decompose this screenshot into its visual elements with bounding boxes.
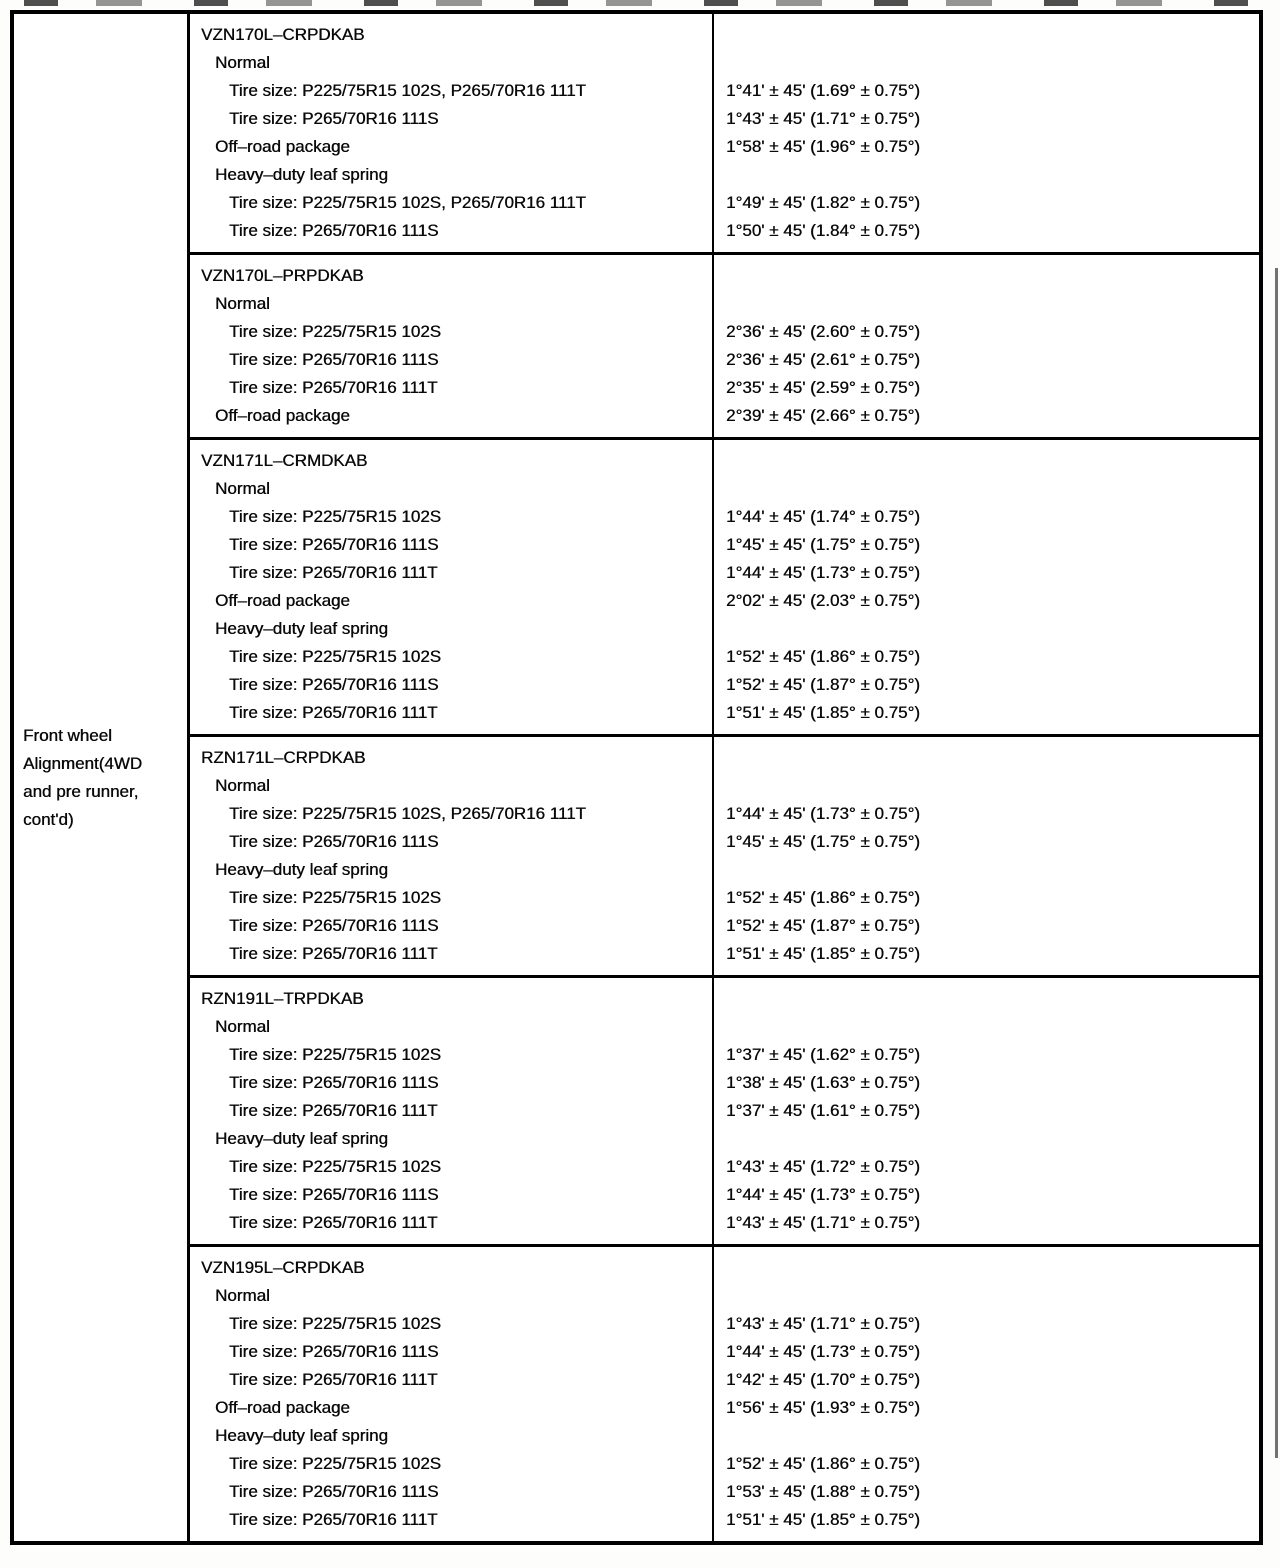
row-header-text: [23, 722, 142, 834]
spec-row: [190, 671, 1259, 699]
spec-value: 1°58' ± 45' (1.96° ± 0.75°): [726, 137, 920, 156]
spec-row: [190, 1254, 1259, 1282]
spec-value: 1°50' ± 45' (1.84° ± 0.75°): [726, 221, 920, 240]
spec-row: [190, 346, 1259, 374]
tire-size-label: Tire size: P225/75R15 102S: [229, 647, 441, 666]
spec-row: [190, 77, 1259, 105]
alignment-spec-table: [10, 10, 1263, 1545]
variant-label: Heavy–duty leaf spring: [215, 1426, 388, 1445]
spec-row: [190, 105, 1259, 133]
spec-row: [190, 217, 1259, 245]
spec-row: [190, 912, 1259, 940]
spec-value: 1°52' ± 45' (1.87° ± 0.75°): [726, 916, 920, 935]
tire-size-label: Tire size: P265/70R16 111T: [229, 1370, 438, 1389]
spec-value: 1°43' ± 45' (1.72° ± 0.75°): [726, 1157, 920, 1176]
tire-size-label: Tire size: P225/75R15 102S: [229, 1157, 441, 1176]
spec-row: [190, 772, 1259, 800]
tire-size-label: Tire size: P225/75R15 102S: [229, 888, 441, 907]
spec-row: [190, 1209, 1259, 1237]
spec-row: [190, 1310, 1259, 1338]
variant-label: Normal: [215, 53, 270, 72]
tire-size-label: Tire size: P225/75R15 102S: [229, 322, 441, 341]
row-header-line: cont'd): [23, 809, 74, 829]
spec-row: [190, 1366, 1259, 1394]
tire-size-label: Tire size: P265/70R16 111T: [229, 1101, 438, 1120]
spec-value: 1°43' ± 45' (1.71° ± 0.75°): [726, 109, 920, 128]
spec-row: [190, 1069, 1259, 1097]
spec-row: [190, 161, 1259, 189]
spec-section: [190, 14, 1259, 252]
spec-value: 1°51' ± 45' (1.85° ± 0.75°): [726, 944, 920, 963]
spec-row: [190, 531, 1259, 559]
spec-row: [190, 318, 1259, 346]
spec-row: [190, 1338, 1259, 1366]
tire-size-label: Tire size: P265/70R16 111S: [229, 221, 439, 240]
spec-row: [190, 587, 1259, 615]
spec-row: [190, 800, 1259, 828]
model-code: RZN171L–CRPDKAB: [201, 748, 366, 767]
spec-row: [190, 1394, 1259, 1422]
spec-section: [190, 975, 1259, 1244]
spec-value: 1°49' ± 45' (1.82° ± 0.75°): [726, 193, 920, 212]
spec-row: [190, 1282, 1259, 1310]
variant-label: Normal: [215, 1286, 270, 1305]
tire-size-label: Tire size: P265/70R16 111S: [229, 350, 439, 369]
spec-value: 2°02' ± 45' (2.03° ± 0.75°): [726, 591, 920, 610]
tire-size-label: Tire size: P225/75R15 102S: [229, 1045, 441, 1064]
spec-value: 1°52' ± 45' (1.87° ± 0.75°): [726, 675, 920, 694]
spec-row: [190, 1153, 1259, 1181]
spec-value: 1°52' ± 45' (1.86° ± 0.75°): [726, 647, 920, 666]
spec-value: 1°56' ± 45' (1.93° ± 0.75°): [726, 1398, 920, 1417]
spec-row: [190, 940, 1259, 968]
spec-row: [190, 49, 1259, 77]
scan-noise-right: [1275, 268, 1278, 1458]
spec-row: [190, 1041, 1259, 1069]
spec-value: 1°45' ± 45' (1.75° ± 0.75°): [726, 535, 920, 554]
spec-value: 1°51' ± 45' (1.85° ± 0.75°): [726, 1510, 920, 1529]
spec-value: 1°42' ± 45' (1.70° ± 0.75°): [726, 1370, 920, 1389]
spec-value: 1°37' ± 45' (1.62° ± 0.75°): [726, 1045, 920, 1064]
spec-row: [190, 262, 1259, 290]
spec-row: [190, 1125, 1259, 1153]
tire-size-label: Tire size: P265/70R16 111S: [229, 832, 439, 851]
variant-label: Off–road package: [215, 406, 350, 425]
spec-value: 2°39' ± 45' (2.66° ± 0.75°): [726, 406, 920, 425]
spec-row: [190, 21, 1259, 49]
tire-size-label: Tire size: P265/70R16 111T: [229, 1510, 438, 1529]
variant-label: Heavy–duty leaf spring: [215, 860, 388, 879]
spec-row: [190, 290, 1259, 318]
tire-size-label: Tire size: P225/75R15 102S: [229, 507, 441, 526]
tire-size-label: Tire size: P265/70R16 111T: [229, 944, 438, 963]
spec-section: [190, 252, 1259, 437]
spec-value: 1°52' ± 45' (1.86° ± 0.75°): [726, 1454, 920, 1473]
spec-value: 1°43' ± 45' (1.71° ± 0.75°): [726, 1213, 920, 1232]
spec-row: [190, 699, 1259, 727]
row-header-line: Front wheel: [23, 725, 112, 745]
tire-size-label: Tire size: P265/70R16 111S: [229, 109, 439, 128]
tire-size-label: Tire size: P225/75R15 102S: [229, 1454, 441, 1473]
variant-label: Off–road package: [215, 137, 350, 156]
spec-value: 1°51' ± 45' (1.85° ± 0.75°): [726, 703, 920, 722]
model-code: RZN191L–TRPDKAB: [201, 989, 364, 1008]
tire-size-label: Tire size: P265/70R16 111T: [229, 1213, 438, 1232]
variant-label: Heavy–duty leaf spring: [215, 1129, 388, 1148]
tire-size-label: Tire size: P225/75R15 102S: [229, 1314, 441, 1333]
spec-row: [190, 643, 1259, 671]
spec-row: [190, 374, 1259, 402]
tire-size-label: Tire size: P225/75R15 102S, P265/70R16 111T: [229, 193, 586, 212]
spec-value: 1°43' ± 45' (1.71° ± 0.75°): [726, 1314, 920, 1333]
spec-value: 1°44' ± 45' (1.73° ± 0.75°): [726, 804, 920, 823]
model-code: VZN170L–PRPDKAB: [201, 266, 364, 285]
spec-row: [190, 1506, 1259, 1534]
spec-value: 1°45' ± 45' (1.75° ± 0.75°): [726, 832, 920, 851]
spec-value: 1°41' ± 45' (1.69° ± 0.75°): [726, 81, 920, 100]
tire-size-label: Tire size: P265/70R16 111S: [229, 675, 439, 694]
spec-value: 2°36' ± 45' (2.61° ± 0.75°): [726, 350, 920, 369]
spec-value: 1°44' ± 45' (1.74° ± 0.75°): [726, 507, 920, 526]
spec-value: 1°52' ± 45' (1.86° ± 0.75°): [726, 888, 920, 907]
spec-row: [190, 503, 1259, 531]
tire-size-label: Tire size: P225/75R15 102S, P265/70R16 111T: [229, 81, 586, 100]
row-header-line: Alignment(4WD: [23, 753, 143, 773]
spec-row: [190, 1181, 1259, 1209]
spec-row: [190, 402, 1259, 430]
tire-size-label: Tire size: P265/70R16 111S: [229, 916, 439, 935]
variant-label: Heavy–duty leaf spring: [215, 619, 388, 638]
spec-value: 1°44' ± 45' (1.73° ± 0.75°): [726, 1185, 920, 1204]
row-header: [14, 14, 190, 1541]
spec-value: 1°37' ± 45' (1.61° ± 0.75°): [726, 1101, 920, 1120]
spec-row: [190, 189, 1259, 217]
spec-row: [190, 985, 1259, 1013]
tire-size-label: Tire size: P265/70R16 111S: [229, 1185, 439, 1204]
spec-value: 2°36' ± 45' (2.60° ± 0.75°): [726, 322, 920, 341]
scan-noise-top: [24, 0, 1256, 6]
tire-size-label: Tire size: P265/70R16 111T: [229, 703, 438, 722]
spec-value: 1°44' ± 45' (1.73° ± 0.75°): [726, 1342, 920, 1361]
variant-label: Off–road package: [215, 1398, 350, 1417]
spec-row: [190, 856, 1259, 884]
spec-section: [190, 1244, 1259, 1541]
tire-size-label: Tire size: P225/75R15 102S, P265/70R16 111T: [229, 804, 586, 823]
spec-row: [190, 559, 1259, 587]
spec-row: [190, 1097, 1259, 1125]
model-code: VZN195L–CRPDKAB: [201, 1258, 365, 1277]
spec-row: [190, 615, 1259, 643]
spec-row: [190, 475, 1259, 503]
spec-value: 1°44' ± 45' (1.73° ± 0.75°): [726, 563, 920, 582]
spec-row: [190, 447, 1259, 475]
spec-row: [190, 828, 1259, 856]
spec-sections: [190, 14, 1259, 1541]
tire-size-label: Tire size: P265/70R16 111S: [229, 1482, 439, 1501]
variant-label: Normal: [215, 294, 270, 313]
variant-label: Normal: [215, 479, 270, 498]
spec-section: [190, 437, 1259, 734]
variant-label: Heavy–duty leaf spring: [215, 165, 388, 184]
spec-row: [190, 1422, 1259, 1450]
spec-row: [190, 1478, 1259, 1506]
tire-size-label: Tire size: P265/70R16 111T: [229, 563, 438, 582]
model-code: VZN171L–CRMDKAB: [201, 451, 368, 470]
tire-size-label: Tire size: P265/70R16 111S: [229, 1342, 439, 1361]
spec-row: [190, 884, 1259, 912]
tire-size-label: Tire size: P265/70R16 111T: [229, 378, 438, 397]
spec-row: [190, 744, 1259, 772]
spec-value: 1°38' ± 45' (1.63° ± 0.75°): [726, 1073, 920, 1092]
spec-section: [190, 734, 1259, 975]
variant-label: Off–road package: [215, 591, 350, 610]
spec-row: [190, 1450, 1259, 1478]
spec-value: 2°35' ± 45' (2.59° ± 0.75°): [726, 378, 920, 397]
variant-label: Normal: [215, 776, 270, 795]
tire-size-label: Tire size: P265/70R16 111S: [229, 535, 439, 554]
variant-label: Normal: [215, 1017, 270, 1036]
spec-row: [190, 1013, 1259, 1041]
model-code: VZN170L–CRPDKAB: [201, 25, 365, 44]
row-header-line: and pre runner,: [23, 781, 139, 801]
tire-size-label: Tire size: P265/70R16 111S: [229, 1073, 439, 1092]
spec-row: [190, 133, 1259, 161]
spec-value: 1°53' ± 45' (1.88° ± 0.75°): [726, 1482, 920, 1501]
